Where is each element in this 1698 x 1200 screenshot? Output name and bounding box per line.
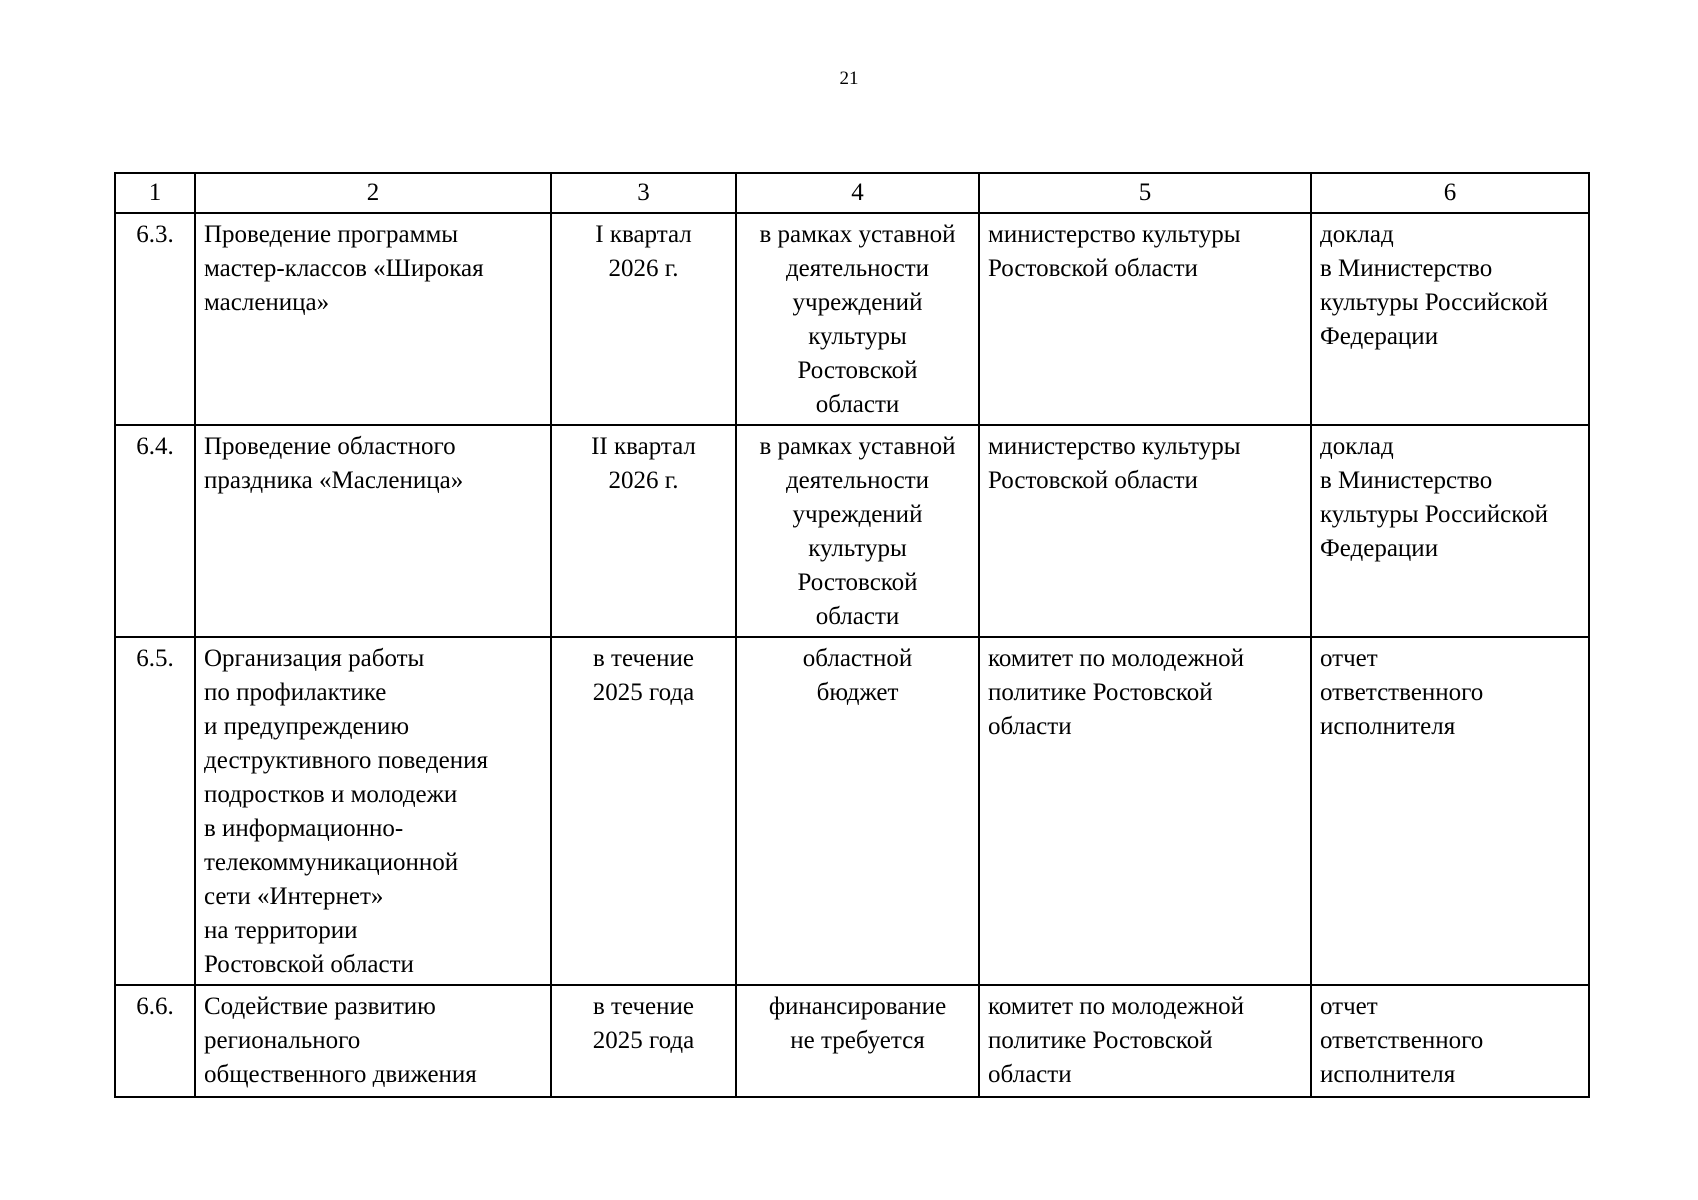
item-number-cell: 6.6. — [115, 985, 195, 1097]
cell-line: доклад — [1320, 433, 1394, 460]
cell-line: министерство культуры — [988, 221, 1241, 248]
cell-line: 2025 года — [592, 1027, 695, 1054]
executor-cell — [979, 425, 1311, 637]
plan-table — [114, 172, 1590, 1098]
activity-name-cell — [195, 637, 551, 985]
cell-line: культуры Российской — [1320, 289, 1548, 316]
cell-line: 2025 года — [592, 679, 695, 706]
executor-cell — [979, 985, 1311, 1097]
cell-line: финансирование — [768, 993, 947, 1020]
item-number-cell: 6.5. — [115, 637, 195, 985]
cell-line: мастер-классов «Широкая — [204, 255, 484, 282]
cell-line: Организация работы — [204, 645, 425, 672]
cell-line: политике Ростовской — [988, 1027, 1213, 1054]
column-number-1: 1 — [115, 173, 195, 213]
column-number-4: 4 — [736, 173, 979, 213]
column-number-3: 3 — [551, 173, 736, 213]
cell-line: культуры — [808, 323, 907, 350]
cell-line: бюджет — [816, 679, 899, 706]
cell-line: Федерации — [1320, 535, 1439, 562]
column-number-6: 6 — [1311, 173, 1589, 213]
column-number-5: 5 — [979, 173, 1311, 213]
activity-name-cell — [195, 213, 551, 425]
cell-line: сети «Интернет» — [204, 883, 384, 910]
table-row — [115, 637, 1589, 985]
cell-line: исполнителя — [1320, 713, 1456, 740]
result-cell — [1311, 425, 1589, 637]
cell-line: подростков и молодежи — [204, 781, 458, 808]
financing-cell — [736, 213, 979, 425]
cell-line: учреждений — [792, 289, 923, 316]
cell-line: 2026 г. — [608, 255, 679, 282]
cell-line: на территории — [204, 917, 358, 944]
cell-line: в течение — [593, 993, 694, 1020]
cell-line: Ростовской области — [988, 467, 1198, 494]
cell-line: культуры Российской — [1320, 501, 1548, 528]
cell-line: Ростовской области — [988, 255, 1198, 282]
cell-line: в Министерство — [1320, 255, 1493, 282]
cell-line: Содействие развитию — [204, 993, 436, 1020]
cell-line: праздника «Масленица» — [204, 467, 464, 494]
cell-line: областной — [802, 645, 913, 672]
result-cell — [1311, 213, 1589, 425]
executor-cell — [979, 637, 1311, 985]
term-cell — [551, 637, 736, 985]
cell-line: отчет — [1320, 993, 1378, 1020]
cell-line: в информационно- — [204, 815, 404, 842]
cell-line: исполнителя — [1320, 1061, 1456, 1088]
cell-line: министерство культуры — [988, 433, 1241, 460]
cell-line: II квартал — [591, 433, 696, 460]
cell-line: деятельности — [785, 467, 930, 494]
activity-name-cell — [195, 425, 551, 637]
cell-line: доклад — [1320, 221, 1394, 248]
cell-line: в Министерство — [1320, 467, 1493, 494]
cell-line: области — [815, 603, 900, 630]
financing-cell — [736, 637, 979, 985]
cell-line: в рамках уставной — [759, 433, 956, 460]
cell-line: 2026 г. — [608, 467, 679, 494]
cell-line: телекоммуникационной — [204, 849, 459, 876]
table-row — [115, 213, 1589, 425]
cell-line: отчет — [1320, 645, 1378, 672]
cell-line: общественного движения — [204, 1061, 477, 1088]
result-cell — [1311, 637, 1589, 985]
cell-line: комитет по молодежной — [988, 645, 1245, 672]
cell-line: деятельности — [785, 255, 930, 282]
executor-cell — [979, 213, 1311, 425]
item-number-cell: 6.4. — [115, 425, 195, 637]
cell-line: области — [815, 391, 900, 418]
term-cell — [551, 425, 736, 637]
financing-cell — [736, 425, 979, 637]
financing-cell — [736, 985, 979, 1097]
table-row — [115, 985, 1589, 1097]
cell-line: Проведение программы — [204, 221, 459, 248]
cell-line: в рамках уставной — [759, 221, 956, 248]
cell-line: области — [988, 713, 1072, 740]
cell-line: Проведение областного — [204, 433, 456, 460]
cell-line: культуры — [808, 535, 907, 562]
cell-line: не требуется — [790, 1027, 925, 1054]
cell-line: учреждений — [792, 501, 923, 528]
cell-line: Федерации — [1320, 323, 1439, 350]
cell-line: политике Ростовской — [988, 679, 1213, 706]
cell-line: области — [988, 1061, 1072, 1088]
cell-line: регионального — [204, 1027, 361, 1054]
cell-line: по профилактике — [204, 679, 387, 706]
cell-line: ответственного — [1320, 1027, 1484, 1054]
cell-line: и предупреждению — [204, 713, 409, 740]
cell-line: в течение — [593, 645, 694, 672]
activity-name-cell — [195, 985, 551, 1097]
term-cell — [551, 213, 736, 425]
cell-line: ответственного — [1320, 679, 1484, 706]
cell-line: деструктивного поведения — [204, 747, 488, 774]
cell-line: Ростовской области — [204, 951, 414, 978]
table-row — [115, 425, 1589, 637]
cell-line: масленица» — [204, 289, 330, 316]
cell-line: I квартал — [595, 221, 692, 248]
column-number-2: 2 — [195, 173, 551, 213]
cell-line: комитет по молодежной — [988, 993, 1245, 1020]
page-number: 21 — [839, 68, 859, 89]
cell-line: Ростовской — [797, 569, 918, 596]
column-number-row — [115, 173, 1589, 213]
result-cell — [1311, 985, 1589, 1097]
cell-line: Ростовской — [797, 357, 918, 384]
term-cell — [551, 985, 736, 1097]
item-number-cell: 6.3. — [115, 213, 195, 425]
